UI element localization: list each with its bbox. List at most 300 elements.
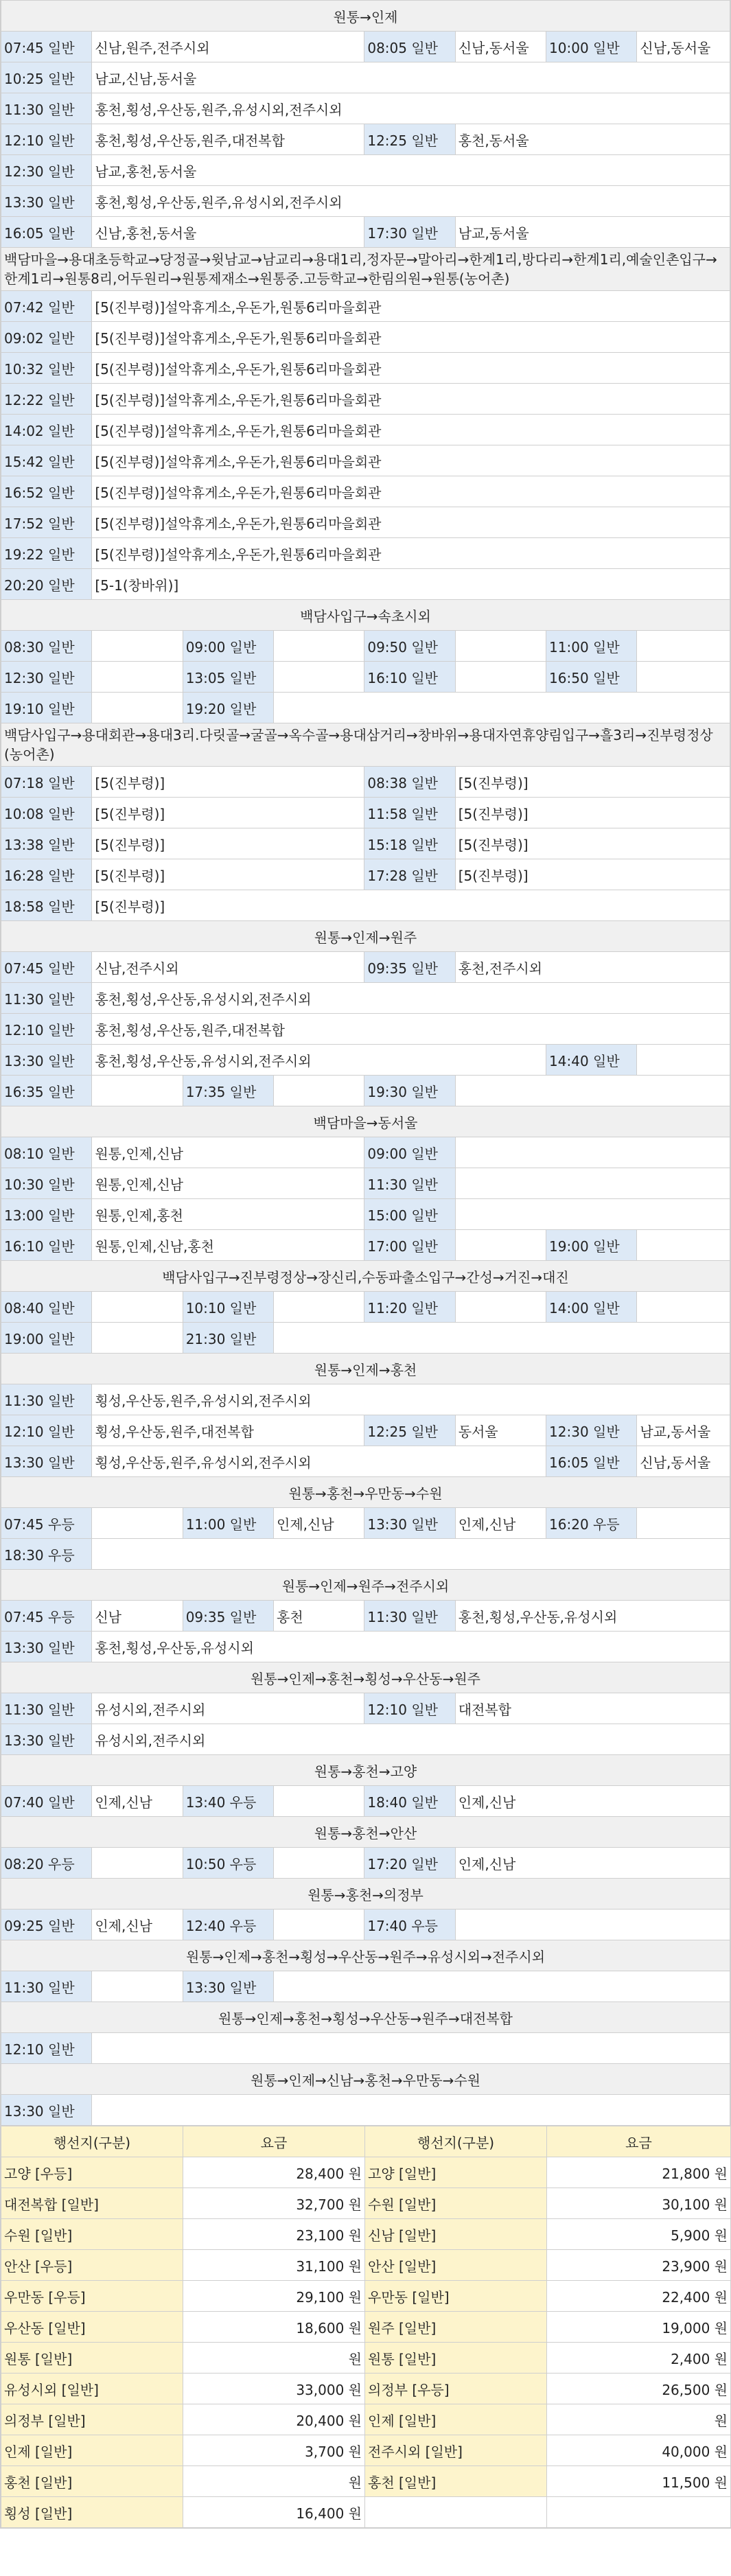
departure-time-cell: 20:20 일반: [1, 569, 92, 600]
departure-time-cell: 07:45 우등: [1, 1508, 92, 1539]
departure-time-cell: 08:40 일반: [1, 1292, 92, 1323]
departure-time-cell: 10:10 일반: [183, 1292, 273, 1323]
departure-time-cell: 07:18 일반: [1, 767, 92, 798]
schedule-row: [1, 384, 730, 415]
fare-row: [1, 2497, 731, 2528]
stops-cell: [92, 1539, 730, 1570]
departure-time-cell: 07:45 일반: [1, 32, 92, 62]
stops-cell: 홍천,전주시외: [455, 952, 730, 983]
stops-cell: 신남,동서울: [455, 32, 546, 62]
timetable: [1, 0, 730, 2126]
departure-time-cell: 18:30 우등: [1, 1539, 92, 1570]
schedule-row: [1, 124, 730, 155]
departure-time-cell: 10:25 일반: [1, 62, 92, 93]
fare-price-cell: [547, 2497, 731, 2528]
departure-time-cell: 17:00 일반: [364, 1230, 455, 1261]
stops-cell: [637, 1230, 730, 1261]
stops-cell: 원통,인제,신남: [92, 1137, 364, 1168]
stops-cell: [274, 1292, 364, 1323]
schedule-row: [1, 1724, 730, 1755]
departure-time-cell: 12:25 일반: [364, 124, 455, 155]
stops-cell: 횡성,우산동,원주,유성시외,전주시외: [92, 1446, 546, 1477]
departure-time-cell: 12:30 일반: [546, 1415, 637, 1446]
section-title: 원통→인제→홍천: [1, 1354, 730, 1384]
schedule-row: [1, 1786, 730, 1817]
stops-cell: [92, 1292, 183, 1323]
fare-row: [1, 2250, 731, 2281]
schedule-row: [1, 507, 730, 538]
departure-time-cell: 12:40 우등: [183, 1910, 273, 1940]
schedule-row: [1, 631, 730, 662]
schedule-row: [1, 1601, 730, 1632]
departure-time-cell: 16:10 일반: [1, 1230, 92, 1261]
stops-cell: [5(진부령)]: [92, 890, 730, 921]
fare-row: [1, 2343, 731, 2374]
departure-time-cell: 13:00 일반: [1, 1199, 92, 1230]
stops-cell: [455, 1292, 546, 1323]
schedule-row: [1, 1910, 730, 1940]
departure-time-cell: 09:02 일반: [1, 322, 92, 353]
fare-price-cell: 32,700 원: [183, 2188, 365, 2219]
stops-cell: 횡성,우산동,원주,유성시외,전주시외: [92, 1384, 730, 1415]
departure-time-cell: 11:00 일반: [183, 1508, 273, 1539]
fare-price-cell: 28,400 원: [183, 2157, 365, 2188]
schedule-row: [1, 952, 730, 983]
departure-time-cell: 12:30 일반: [1, 662, 92, 693]
departure-time-cell: 13:30 일반: [1, 186, 92, 217]
departure-time-cell: 12:10 일반: [1, 124, 92, 155]
fare-row: [1, 2312, 731, 2343]
departure-time-cell: 11:00 일반: [546, 631, 637, 662]
departure-time-cell: 13:30 일반: [1, 1446, 92, 1477]
fare-destination-cell: 홍천 [일반]: [365, 2466, 547, 2497]
section-title: 원통→홍천→고양: [1, 1755, 730, 1786]
departure-time-cell: 16:05 일반: [546, 1446, 637, 1477]
schedule-row: [1, 476, 730, 507]
stops-cell: [637, 662, 730, 693]
schedule-row: [1, 890, 730, 921]
departure-time-cell: 07:45 일반: [1, 952, 92, 983]
schedule-row: [1, 1848, 730, 1879]
departure-time-cell: 10:50 우등: [183, 1848, 273, 1879]
stops-cell: [92, 1508, 183, 1539]
departure-time-cell: 19:10 일반: [1, 693, 92, 723]
stops-cell: 홍천,횡성,우산동,원주,유성시외,전주시외: [92, 93, 730, 124]
departure-time-cell: 12:30 일반: [1, 155, 92, 186]
fare-destination-header: 행선지(구분): [1, 2126, 183, 2157]
schedule-row: [1, 415, 730, 445]
departure-time-cell: 13:30 일반: [1, 2095, 92, 2126]
departure-time-cell: 08:38 일반: [364, 767, 455, 798]
stops-cell: [455, 1230, 546, 1261]
schedule-row: [1, 1632, 730, 1662]
section-title: 원통→인제→원주: [1, 921, 730, 952]
departure-time-cell: 16:28 일반: [1, 859, 92, 890]
fare-destination-cell: 신남 [일반]: [365, 2219, 547, 2250]
stops-cell: [455, 1910, 730, 1940]
stops-cell: [5(진부령)]설악휴게소,우돈가,원통6리마을회관: [92, 291, 730, 322]
schedule-row: [1, 767, 730, 798]
section-header-row: [1, 1755, 730, 1786]
departure-time-cell: 17:20 일반: [364, 1848, 455, 1879]
departure-time-cell: 07:45 우등: [1, 1601, 92, 1632]
fare-destination-cell: 의정부 [일반]: [1, 2404, 183, 2435]
stops-cell: 신남,원주,전주시외: [92, 32, 364, 62]
departure-time-cell: 09:25 일반: [1, 1910, 92, 1940]
departure-time-cell: 19:20 일반: [183, 693, 273, 723]
departure-time-cell: 12:22 일반: [1, 384, 92, 415]
stops-cell: [637, 1045, 730, 1076]
schedule-row: [1, 983, 730, 1014]
stops-cell: 홍천,횡성,우산동,유성시외: [92, 1632, 730, 1662]
fare-price-cell: 5,900 원: [547, 2219, 731, 2250]
departure-time-cell: 12:10 일반: [1, 2033, 92, 2064]
fare-destination-cell: 횡성 [일반]: [1, 2497, 183, 2528]
departure-time-cell: 13:30 일반: [364, 1508, 455, 1539]
stops-cell: [274, 1076, 364, 1106]
departure-time-cell: 13:30 일반: [1, 1724, 92, 1755]
stops-cell: [455, 631, 546, 662]
section-title: 원통→인제→신남→홍천→우만동→수원: [1, 2064, 730, 2095]
departure-time-cell: 10:32 일반: [1, 353, 92, 384]
departure-time-cell: 07:40 일반: [1, 1786, 92, 1817]
departure-time-cell: 09:35 일반: [364, 952, 455, 983]
stops-cell: [455, 1199, 730, 1230]
stops-cell: 유성시외,전주시외: [92, 1724, 730, 1755]
stops-cell: 남교,동서울: [637, 1415, 730, 1446]
departure-time-cell: 12:25 일반: [364, 1415, 455, 1446]
fare-price-cell: 19,000 원: [547, 2312, 731, 2343]
stops-cell: [5(진부령)]: [455, 859, 730, 890]
schedule-row: [1, 1323, 730, 1354]
fare-destination-cell: 우산동 [일반]: [1, 2312, 183, 2343]
stops-cell: [92, 693, 183, 723]
departure-time-cell: 11:30 일반: [1, 93, 92, 124]
fare-price-cell: 23,900 원: [547, 2250, 731, 2281]
section-title: 백담사입구→용대회관→용대3리.다릿골→굴골→옥수골→용대삼거리→창바위→용대자연휴양림입구→흘3리→진부령정상(농어촌): [1, 723, 730, 767]
schedule-row: [1, 2033, 730, 2064]
fare-destination-cell: 수원 [일반]: [365, 2188, 547, 2219]
section-title: 원통→인제→홍천→횡성→우산동→원주→대전복합: [1, 2002, 730, 2033]
stops-cell: 인제,신남: [455, 1786, 730, 1817]
departure-time-cell: 10:00 일반: [546, 32, 637, 62]
stops-cell: [274, 1786, 364, 1817]
schedule-row: [1, 62, 730, 93]
stops-cell: 신남: [92, 1601, 183, 1632]
stops-cell: 홍천,동서울: [455, 124, 730, 155]
fare-price-cell: 33,000 원: [183, 2374, 365, 2404]
stops-cell: [5(진부령)]설악휴게소,우돈가,원통6리마을회관: [92, 476, 730, 507]
fare-destination-cell: 고양 [우등]: [1, 2157, 183, 2188]
stops-cell: 홍천: [274, 1601, 364, 1632]
section-header-row: [1, 1817, 730, 1848]
stops-cell: [92, 1323, 183, 1354]
stops-cell: [92, 2033, 730, 2064]
fare-price-cell: 18,600 원: [183, 2312, 365, 2343]
stops-cell: 대전복합: [455, 1693, 730, 1724]
fare-price-cell: 30,100 원: [547, 2188, 731, 2219]
stops-cell: [274, 1971, 730, 2002]
stops-cell: 원통,인제,신남: [92, 1168, 364, 1199]
stops-cell: [5(진부령)]: [92, 859, 364, 890]
fare-destination-cell: 의정부 [우등]: [365, 2374, 547, 2404]
departure-time-cell: 09:00 일반: [364, 1137, 455, 1168]
stops-cell: [5(진부령)]: [92, 767, 364, 798]
fare-row: [1, 2188, 731, 2219]
departure-time-cell: 14:00 일반: [546, 1292, 637, 1323]
schedule-row: [1, 1168, 730, 1199]
fare-destination-cell: 원통 [일반]: [365, 2343, 547, 2374]
fare-destination-cell: 고양 [일반]: [365, 2157, 547, 2188]
departure-time-cell: 11:58 일반: [364, 798, 455, 828]
schedule-row: [1, 322, 730, 353]
schedule-row: [1, 1199, 730, 1230]
fare-row: [1, 2281, 731, 2312]
schedule-row: [1, 1693, 730, 1724]
fare-destination-cell: 우만동 [우등]: [1, 2281, 183, 2312]
fare-price-cell: 21,800 원: [547, 2157, 731, 2188]
schedule-row: [1, 538, 730, 569]
fare-price-cell: 26,500 원: [547, 2374, 731, 2404]
fare-row: [1, 2219, 731, 2250]
stops-cell: 원통,인제,홍천: [92, 1199, 364, 1230]
section-title: 원통→인제→홍천→횡성→우산동→원주: [1, 1662, 730, 1693]
schedule-row: [1, 291, 730, 322]
fare-price-cell: 원: [183, 2466, 365, 2497]
fare-row: [1, 2466, 731, 2497]
stops-cell: 남교,신남,동서울: [92, 62, 730, 93]
departure-time-cell: 13:38 일반: [1, 828, 92, 859]
stops-cell: [92, 662, 183, 693]
departure-time-cell: 08:10 일반: [1, 1137, 92, 1168]
departure-time-cell: 19:00 일반: [546, 1230, 637, 1261]
departure-time-cell: 13:30 일반: [183, 1971, 273, 2002]
fare-price-cell: 29,100 원: [183, 2281, 365, 2312]
section-title: 백담사입구→속초시외: [1, 600, 730, 631]
stops-cell: 인제,신남: [92, 1910, 183, 1940]
departure-time-cell: 21:30 일반: [183, 1323, 273, 1354]
schedule-row: [1, 1508, 730, 1539]
fare-destination-cell: 인제 [일반]: [1, 2435, 183, 2466]
stops-cell: [274, 693, 730, 723]
departure-time-cell: 17:30 일반: [364, 217, 455, 248]
departure-time-cell: 16:52 일반: [1, 476, 92, 507]
departure-time-cell: 13:30 일반: [1, 1045, 92, 1076]
section-title: 백담사입구→진부령정상→장신리,수동파출소입구→간성→거진→대진: [1, 1261, 730, 1292]
stops-cell: 횡성,우산동,원주,대전복합: [92, 1415, 364, 1446]
departure-time-cell: 09:50 일반: [364, 631, 455, 662]
stops-cell: [5(진부령)]: [455, 767, 730, 798]
stops-cell: [455, 1168, 730, 1199]
departure-time-cell: 13:30 일반: [1, 1632, 92, 1662]
fare-destination-cell: 전주시외 [일반]: [365, 2435, 547, 2466]
stops-cell: [5(진부령)]설악휴게소,우돈가,원통6리마을회관: [92, 353, 730, 384]
fare-destination-cell: [365, 2497, 547, 2528]
section-title: 원통→인제→원주→전주시외: [1, 1570, 730, 1601]
fare-price-cell: 2,400 원: [547, 2343, 731, 2374]
stops-cell: [92, 631, 183, 662]
stops-cell: 남교,홍천,동서울: [92, 155, 730, 186]
section-header-row: [1, 1570, 730, 1601]
departure-time-cell: 13:05 일반: [183, 662, 273, 693]
section-title: 원통→홍천→의정부: [1, 1879, 730, 1910]
stops-cell: [5(진부령)]: [92, 798, 364, 828]
fare-destination-cell: 안산 [우등]: [1, 2250, 183, 2281]
stops-cell: [5(진부령)]설악휴게소,우돈가,원통6리마을회관: [92, 415, 730, 445]
section-header-row: [1, 921, 730, 952]
stops-cell: [5(진부령)]설악휴게소,우돈가,원통6리마을회관: [92, 384, 730, 415]
departure-time-cell: 10:30 일반: [1, 1168, 92, 1199]
schedule-row: [1, 1415, 730, 1446]
fare-destination-cell: 유성시외 [일반]: [1, 2374, 183, 2404]
stops-cell: 홍천,횡성,우산동,유성시외,전주시외: [92, 983, 730, 1014]
stops-cell: 신남,홍천,동서울: [92, 217, 364, 248]
fare-destination-cell: 홍천 [일반]: [1, 2466, 183, 2497]
schedule-row: [1, 353, 730, 384]
section-header-row: [1, 1, 730, 32]
schedule-row: [1, 32, 730, 62]
departure-time-cell: 12:10 일반: [1, 1415, 92, 1446]
stops-cell: 신남,전주시외: [92, 952, 364, 983]
section-header-row: [1, 1354, 730, 1384]
departure-time-cell: 08:30 일반: [1, 631, 92, 662]
fare-destination-cell: 우만동 [일반]: [365, 2281, 547, 2312]
section-title: 원통→홍천→우만동→수원: [1, 1477, 730, 1508]
stops-cell: 유성시외,전주시외: [92, 1693, 364, 1724]
schedule-row: [1, 93, 730, 124]
departure-time-cell: 14:02 일반: [1, 415, 92, 445]
section-header-row: [1, 1662, 730, 1693]
stops-cell: 홍천,횡성,우산동,원주,대전복합: [92, 124, 364, 155]
fare-price-cell: 20,400 원: [183, 2404, 365, 2435]
departure-time-cell: 19:30 일반: [364, 1076, 455, 1106]
section-header-row: [1, 248, 730, 291]
stops-cell: [637, 1508, 730, 1539]
stops-cell: 홍천,횡성,우산동,유성시외,전주시외: [92, 1045, 546, 1076]
stops-cell: [274, 1323, 730, 1354]
departure-time-cell: 11:30 일반: [1, 1971, 92, 2002]
departure-time-cell: 14:40 일반: [546, 1045, 637, 1076]
schedule-row: [1, 662, 730, 693]
departure-time-cell: 11:20 일반: [364, 1292, 455, 1323]
stops-cell: [92, 1971, 183, 2002]
schedule-row: [1, 1292, 730, 1323]
section-header-row: [1, 2002, 730, 2033]
stops-cell: 남교,동서울: [455, 217, 730, 248]
schedule-row: [1, 569, 730, 600]
fare-destination-cell: 인제 [일반]: [365, 2404, 547, 2435]
stops-cell: [5(진부령)]: [92, 828, 364, 859]
schedule-row: [1, 798, 730, 828]
departure-time-cell: 16:50 일반: [546, 662, 637, 693]
stops-cell: 홍천,횡성,우산동,원주,유성시외,전주시외: [92, 186, 730, 217]
stops-cell: [637, 631, 730, 662]
schedule-row: [1, 2095, 730, 2126]
departure-time-cell: 17:28 일반: [364, 859, 455, 890]
section-title: 원통→홍천→안산: [1, 1817, 730, 1848]
fare-price-cell: 3,700 원: [183, 2435, 365, 2466]
departure-time-cell: 11:30 일반: [1, 1384, 92, 1415]
fare-row: [1, 2404, 731, 2435]
departure-time-cell: 17:40 우등: [364, 1910, 455, 1940]
stops-cell: [5(진부령)]: [455, 828, 730, 859]
departure-time-cell: 08:20 우등: [1, 1848, 92, 1879]
section-header-row: [1, 1477, 730, 1508]
stops-cell: 인제,신남: [92, 1786, 183, 1817]
fare-row: [1, 2435, 731, 2466]
section-header-row: [1, 723, 730, 767]
stops-cell: 홍천,횡성,우산동,유성시외: [455, 1601, 730, 1632]
departure-time-cell: 19:00 일반: [1, 1323, 92, 1354]
fare-price-cell: 40,000 원: [547, 2435, 731, 2466]
stops-cell: [92, 1076, 183, 1106]
fare-price-cell: 16,400 원: [183, 2497, 365, 2528]
fare-price-cell: 23,100 원: [183, 2219, 365, 2250]
stops-cell: [455, 1137, 730, 1168]
fare-price-cell: 11,500 원: [547, 2466, 731, 2497]
section-header-row: [1, 1879, 730, 1910]
schedule-row: [1, 1384, 730, 1415]
schedule-row: [1, 1539, 730, 1570]
schedule-row: [1, 828, 730, 859]
section-title: 원통→인제→홍천→횡성→우산동→원주→유성시외→전주시외: [1, 1940, 730, 1971]
stops-cell: 인제,신남: [455, 1848, 730, 1879]
stops-cell: [274, 662, 364, 693]
departure-time-cell: 13:40 우등: [183, 1786, 273, 1817]
schedule-row: [1, 217, 730, 248]
departure-time-cell: 16:05 일반: [1, 217, 92, 248]
stops-cell: 인제,신남: [274, 1508, 364, 1539]
schedule-row: [1, 1137, 730, 1168]
departure-time-cell: 17:52 일반: [1, 507, 92, 538]
stops-cell: 신남,동서울: [637, 1446, 730, 1477]
departure-time-cell: 07:42 일반: [1, 291, 92, 322]
section-header-row: [1, 1106, 730, 1137]
fare-destination-cell: 원주 [일반]: [365, 2312, 547, 2343]
section-title: 백담마을→용대초등학교→당정골→윗남교→남교리→용대1리,정자문→말아리→한계1리,방다리→한계1리,예술인촌입구→한계1리→원통8리,어두원리→원통제재소→원통중.고등학교→한림의원→원통(농어촌): [1, 248, 730, 291]
section-header-row: [1, 1940, 730, 1971]
departure-time-cell: 17:35 일반: [183, 1076, 273, 1106]
departure-time-cell: 16:10 일반: [364, 662, 455, 693]
fare-price-cell: 31,100 원: [183, 2250, 365, 2281]
section-header-row: [1, 600, 730, 631]
schedule-row: [1, 1230, 730, 1261]
stops-cell: 동서울: [455, 1415, 546, 1446]
fare-price-header: 요금: [547, 2126, 731, 2157]
fare-destination-cell: 안산 [일반]: [365, 2250, 547, 2281]
departure-time-cell: 18:58 일반: [1, 890, 92, 921]
schedule-row: [1, 1446, 730, 1477]
schedule-row: [1, 1971, 730, 2002]
departure-time-cell: 11:30 일반: [1, 983, 92, 1014]
departure-time-cell: 09:00 일반: [183, 631, 273, 662]
departure-time-cell: 09:35 일반: [183, 1601, 273, 1632]
departure-time-cell: 18:40 일반: [364, 1786, 455, 1817]
stops-cell: [274, 1848, 364, 1879]
stops-cell: [274, 1910, 364, 1940]
departure-time-cell: 12:10 일반: [364, 1693, 455, 1724]
section-header-row: [1, 2064, 730, 2095]
stops-cell: [5-1(창바위)]: [92, 569, 730, 600]
fare-price-cell: 원: [547, 2404, 731, 2435]
departure-time-cell: 12:10 일반: [1, 1014, 92, 1045]
section-title: 백담마을→동서울: [1, 1106, 730, 1137]
departure-time-cell: 16:20 우등: [546, 1508, 637, 1539]
departure-time-cell: 15:18 일반: [364, 828, 455, 859]
schedule-row: [1, 693, 730, 723]
fare-destination-cell: 원통 [일반]: [1, 2343, 183, 2374]
fare-destination-cell: 수원 [일반]: [1, 2219, 183, 2250]
